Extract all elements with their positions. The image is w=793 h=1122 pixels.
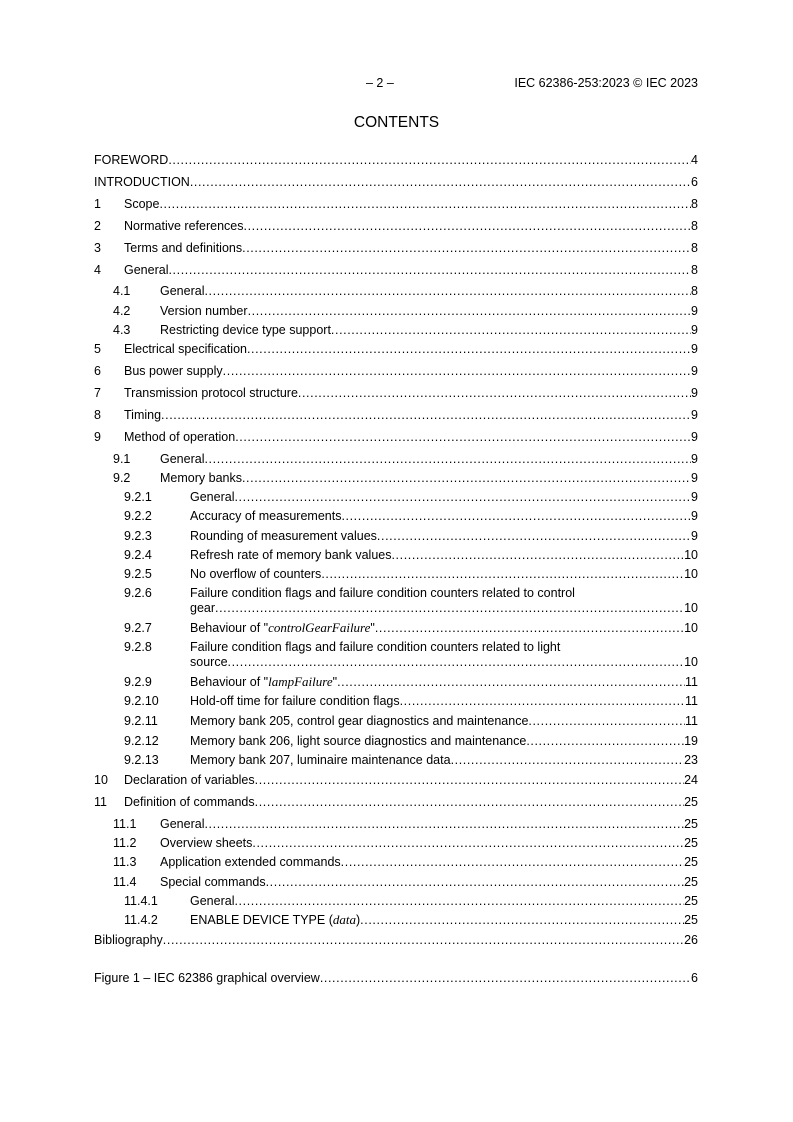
toc-entry-page: 9 bbox=[691, 304, 698, 318]
toc-entry-page: 8 bbox=[691, 241, 698, 255]
toc-entry-page: 10 bbox=[684, 655, 698, 669]
toc-entry-title: No overflow of counters bbox=[190, 567, 322, 581]
toc-entry-number: 11.2 bbox=[113, 836, 137, 850]
toc-entry-page: 9 bbox=[691, 471, 698, 485]
dot-leader bbox=[341, 508, 691, 524]
toc-entry-title: Memory bank 207, luminaire maintenance data bbox=[190, 753, 451, 767]
toc-entry[interactable] bbox=[94, 693, 698, 709]
toc-entry-page: 9 bbox=[691, 408, 698, 422]
toc-entry-page: 10 bbox=[684, 548, 698, 562]
toc-entry[interactable] bbox=[94, 585, 698, 601]
toc-entry-number: 3 bbox=[94, 241, 101, 255]
dot-leader bbox=[266, 874, 684, 890]
toc-entry-page: 8 bbox=[691, 263, 698, 277]
dot-leader bbox=[400, 693, 685, 709]
dot-leader bbox=[337, 674, 685, 690]
contents-title: CONTENTS bbox=[353, 114, 440, 131]
toc-entry-page: 9 bbox=[691, 452, 698, 466]
toc-entry-continuation[interactable] bbox=[94, 654, 698, 670]
toc-entry-number: 4 bbox=[94, 263, 101, 277]
toc-entry-number: 2 bbox=[94, 219, 101, 233]
dot-leader bbox=[161, 407, 691, 423]
toc-entry-continuation[interactable] bbox=[94, 600, 698, 616]
toc-entry-page: 10 bbox=[684, 567, 698, 581]
toc-entry-title: Terms and definitions bbox=[124, 241, 243, 255]
dot-leader bbox=[528, 713, 685, 729]
toc-entry-number: 5 bbox=[94, 342, 101, 356]
toc-entry-title: Timing bbox=[124, 408, 162, 422]
toc-entry-number: 11.4 bbox=[113, 875, 137, 889]
toc-entry-number: 11.3 bbox=[113, 855, 137, 869]
dot-leader bbox=[159, 196, 691, 212]
toc-title-prefix: ENABLE DEVICE TYPE ( bbox=[190, 913, 333, 927]
toc-entry-number: 9.2.9 bbox=[124, 675, 152, 689]
toc-entry-title: Transmission protocol structure bbox=[124, 386, 298, 400]
toc-entry-title bbox=[190, 674, 337, 690]
page-header bbox=[94, 76, 698, 94]
toc-entry-title: General bbox=[160, 284, 205, 298]
toc-entry-number: 11.4.1 bbox=[124, 894, 158, 908]
toc-entry-title: Failure condition flags and failure condition counters related to control bbox=[190, 586, 575, 600]
toc-entry-title: Method of operation bbox=[124, 430, 236, 444]
toc-entry-page: 4 bbox=[691, 153, 698, 167]
toc-entry-title: Memory bank 205, control gear diagnostics and maintenance bbox=[190, 714, 529, 728]
toc-entry-title: General bbox=[190, 894, 235, 908]
dot-leader bbox=[242, 470, 691, 486]
toc-entry[interactable] bbox=[94, 566, 698, 582]
dot-leader bbox=[248, 303, 691, 319]
toc-entry-number: 4.1 bbox=[113, 284, 131, 298]
toc-entry-title bbox=[190, 620, 375, 636]
toc-entry-number: 9.2.3 bbox=[124, 529, 152, 543]
toc-entry-number: 9.2.4 bbox=[124, 548, 152, 562]
toc-entry-page: 9 bbox=[691, 490, 698, 504]
toc-entry-page: 26 bbox=[684, 933, 698, 947]
document-id: IEC 62386-253:2023 © IEC 2023 bbox=[514, 76, 698, 90]
toc-entry[interactable] bbox=[94, 322, 698, 338]
toc-entry-page: 8 bbox=[691, 197, 698, 211]
toc-entry-page: 9 bbox=[691, 430, 698, 444]
toc-entry-page: 25 bbox=[684, 817, 698, 831]
toc-entry-page: 9 bbox=[691, 509, 698, 523]
toc-entry-page: 19 bbox=[684, 734, 698, 748]
dot-leader bbox=[204, 283, 691, 299]
dot-leader bbox=[190, 174, 691, 190]
toc-entry-number: 9.2.6 bbox=[124, 586, 152, 600]
dot-leader bbox=[252, 835, 684, 851]
toc-entry-title: FOREWORD bbox=[94, 153, 169, 167]
dot-leader bbox=[168, 152, 691, 168]
toc-entry[interactable] bbox=[94, 794, 698, 810]
dot-leader bbox=[223, 363, 691, 379]
toc-entry-number: 9.2.10 bbox=[124, 694, 159, 708]
toc-entry-title: Application extended commands bbox=[160, 855, 341, 869]
toc-entry[interactable] bbox=[94, 240, 698, 256]
dot-leader bbox=[360, 912, 684, 928]
toc-entry[interactable] bbox=[94, 752, 698, 768]
dot-leader bbox=[247, 341, 691, 357]
toc-entry-title: Rounding of measurement values bbox=[190, 529, 377, 543]
toc-entry-title: Figure 1 – IEC 62386 graphical overview bbox=[94, 971, 320, 985]
toc-entry-page: 9 bbox=[691, 323, 698, 337]
toc-entry-number: 4.3 bbox=[113, 323, 131, 337]
toc-entry-number: 9.1 bbox=[113, 452, 131, 466]
toc-entry[interactable] bbox=[94, 218, 698, 234]
dot-leader bbox=[244, 218, 692, 234]
toc-title-suffix: " bbox=[370, 621, 375, 635]
toc-entry-page: 9 bbox=[691, 364, 698, 378]
dot-leader bbox=[375, 620, 684, 636]
dot-leader bbox=[320, 970, 691, 986]
toc-entry-title: Version number bbox=[160, 304, 248, 318]
toc-entry[interactable] bbox=[94, 733, 698, 749]
toc-title-prefix: Behaviour of " bbox=[190, 621, 269, 635]
toc-entry-page: 10 bbox=[684, 621, 698, 635]
toc-entry-title: Refresh rate of memory bank values bbox=[190, 548, 392, 562]
toc-title-suffix: ) bbox=[356, 913, 361, 927]
dot-leader bbox=[298, 385, 691, 401]
toc-entry-number: 6 bbox=[94, 364, 101, 378]
toc-entry-number: 9.2.13 bbox=[124, 753, 159, 767]
toc-entry[interactable] bbox=[94, 429, 698, 445]
toc-entry[interactable] bbox=[94, 363, 698, 379]
toc-entry-title: Accuracy of measurements bbox=[190, 509, 342, 523]
page-number: – 2 – bbox=[366, 76, 394, 90]
dot-leader bbox=[391, 547, 684, 563]
toc-entry[interactable] bbox=[94, 341, 698, 357]
toc-entry[interactable] bbox=[94, 547, 698, 563]
toc-entry-title: Failure condition flags and failure condition counters related to light bbox=[190, 640, 561, 654]
toc-entry-number: 9.2.2 bbox=[124, 509, 152, 523]
toc-entry-number: 11.1 bbox=[113, 817, 137, 831]
toc-entry-page: 11 bbox=[685, 675, 698, 689]
toc-entry[interactable] bbox=[94, 303, 698, 319]
toc-title-prefix: Behaviour of " bbox=[190, 675, 269, 689]
dot-leader bbox=[331, 322, 691, 338]
toc-entry[interactable] bbox=[94, 262, 698, 278]
toc-entry-number: 9.2.1 bbox=[124, 490, 152, 504]
toc-entry-number: 9.2.11 bbox=[124, 714, 158, 728]
toc-entry-number: 1 bbox=[94, 197, 101, 211]
toc-entry[interactable] bbox=[94, 874, 698, 890]
toc-entry-number: 4.2 bbox=[113, 304, 131, 318]
dot-leader bbox=[168, 262, 691, 278]
toc-entry-number: 11.4.2 bbox=[124, 913, 158, 927]
dot-leader bbox=[242, 240, 691, 256]
toc-entry[interactable] bbox=[94, 528, 698, 544]
toc-entry[interactable] bbox=[94, 893, 698, 909]
toc-entry-title: Bibliography bbox=[94, 933, 163, 947]
toc-entry-page: 8 bbox=[691, 219, 698, 233]
dot-leader bbox=[228, 654, 685, 670]
toc-title-variable: controlGearFailure bbox=[268, 620, 371, 635]
toc-entry-title: Scope bbox=[124, 197, 160, 211]
dot-leader bbox=[526, 733, 684, 749]
toc-entry-number: 7 bbox=[94, 386, 101, 400]
toc-entry[interactable] bbox=[94, 674, 698, 690]
toc-entry-title: Definition of commands bbox=[124, 795, 255, 809]
toc-entry[interactable] bbox=[94, 385, 698, 401]
dot-leader bbox=[234, 893, 684, 909]
dot-leader bbox=[163, 932, 684, 948]
toc-entry[interactable] bbox=[94, 407, 698, 423]
dot-leader bbox=[235, 429, 691, 445]
toc-entry-page: 24 bbox=[684, 773, 698, 787]
toc-entry-page: 25 bbox=[684, 795, 698, 809]
toc-entry[interactable] bbox=[94, 620, 698, 636]
toc-entry-title-cont: source bbox=[190, 655, 228, 669]
toc-entry-title: Special commands bbox=[160, 875, 266, 889]
toc-entry-page: 9 bbox=[691, 342, 698, 356]
toc-entry[interactable] bbox=[94, 816, 698, 832]
dot-leader bbox=[377, 528, 691, 544]
dot-leader bbox=[215, 600, 684, 616]
toc-entry[interactable] bbox=[94, 772, 698, 788]
toc-entry[interactable] bbox=[94, 932, 698, 948]
toc-entry-page: 25 bbox=[684, 836, 698, 850]
toc-entry-page: 8 bbox=[691, 284, 698, 298]
toc-entry-title: General bbox=[160, 817, 205, 831]
toc-entry[interactable] bbox=[94, 489, 698, 505]
toc-entry[interactable] bbox=[94, 912, 698, 928]
dot-leader bbox=[341, 854, 684, 870]
toc-entry-number: 9.2 bbox=[113, 471, 131, 485]
toc-entry[interactable] bbox=[94, 174, 698, 190]
toc-title-variable: lampFailure bbox=[268, 674, 333, 689]
toc-entry-page: 25 bbox=[684, 913, 698, 927]
toc-entry[interactable] bbox=[94, 835, 698, 851]
toc-entry-page: 25 bbox=[684, 894, 698, 908]
toc-entry-page: 9 bbox=[691, 386, 698, 400]
dot-leader bbox=[204, 816, 684, 832]
toc-entry[interactable] bbox=[94, 196, 698, 212]
toc-entry-title: INTRODUCTION bbox=[94, 175, 190, 189]
toc-entry-title: Declaration of variables bbox=[124, 773, 255, 787]
dot-leader bbox=[204, 451, 691, 467]
toc-entry[interactable] bbox=[94, 713, 698, 729]
toc-entry-number: 9.2.5 bbox=[124, 567, 152, 581]
toc-entry[interactable] bbox=[94, 283, 698, 299]
toc-entry-page: 6 bbox=[691, 971, 698, 985]
toc-entry-page: 23 bbox=[684, 753, 698, 767]
toc-title-variable: data bbox=[332, 912, 356, 927]
toc-entry-page: 10 bbox=[684, 601, 698, 615]
dot-leader bbox=[451, 752, 685, 768]
toc-entry-title: General bbox=[190, 490, 235, 504]
toc-entry-number: 9.2.12 bbox=[124, 734, 159, 748]
toc-entry-title-cont: gear bbox=[190, 601, 216, 615]
dot-leader bbox=[321, 566, 684, 582]
toc-entry-title: Bus power supply bbox=[124, 364, 223, 378]
toc-entry-title bbox=[190, 912, 360, 928]
toc-entry-page: 25 bbox=[684, 855, 698, 869]
toc-entry-number: 9 bbox=[94, 430, 101, 444]
toc-entry-title: General bbox=[160, 452, 205, 466]
toc-entry-title: Memory banks bbox=[160, 471, 242, 485]
toc-entry-title: Normative references bbox=[124, 219, 244, 233]
toc-entry-title: General bbox=[124, 263, 169, 277]
toc-entry-page: 9 bbox=[691, 529, 698, 543]
toc-entry-title: Overview sheets bbox=[160, 836, 253, 850]
toc-entry-title: Electrical specification bbox=[124, 342, 247, 356]
toc-entry-number: 10 bbox=[94, 773, 108, 787]
toc-entry[interactable] bbox=[94, 854, 698, 870]
toc-entry-number: 8 bbox=[94, 408, 101, 422]
toc-entry[interactable] bbox=[94, 639, 698, 655]
dot-leader bbox=[234, 489, 691, 505]
toc-entry[interactable] bbox=[94, 451, 698, 467]
toc-entry-number: 11 bbox=[94, 795, 107, 809]
toc-entry-page: 6 bbox=[691, 175, 698, 189]
toc-entry-title: Restricting device type support bbox=[160, 323, 331, 337]
figure-entry[interactable] bbox=[94, 970, 698, 986]
dot-leader bbox=[255, 772, 684, 788]
toc-entry[interactable] bbox=[94, 508, 698, 524]
toc-title-suffix: " bbox=[332, 675, 338, 689]
toc-entry-page: 11 bbox=[685, 694, 698, 708]
toc-entry-page: 25 bbox=[684, 875, 698, 889]
toc-entry[interactable] bbox=[94, 152, 698, 168]
toc-entry-title: Hold-off time for failure condition flags bbox=[190, 694, 400, 708]
toc-entry-number: 9.2.8 bbox=[124, 640, 152, 654]
toc-entry-page: 11 bbox=[685, 714, 698, 728]
dot-leader bbox=[255, 794, 684, 810]
toc-entry-number: 9.2.7 bbox=[124, 621, 152, 635]
toc-entry-title: Memory bank 206, light source diagnostics and maintenance bbox=[190, 734, 527, 748]
toc-entry[interactable] bbox=[94, 470, 698, 486]
